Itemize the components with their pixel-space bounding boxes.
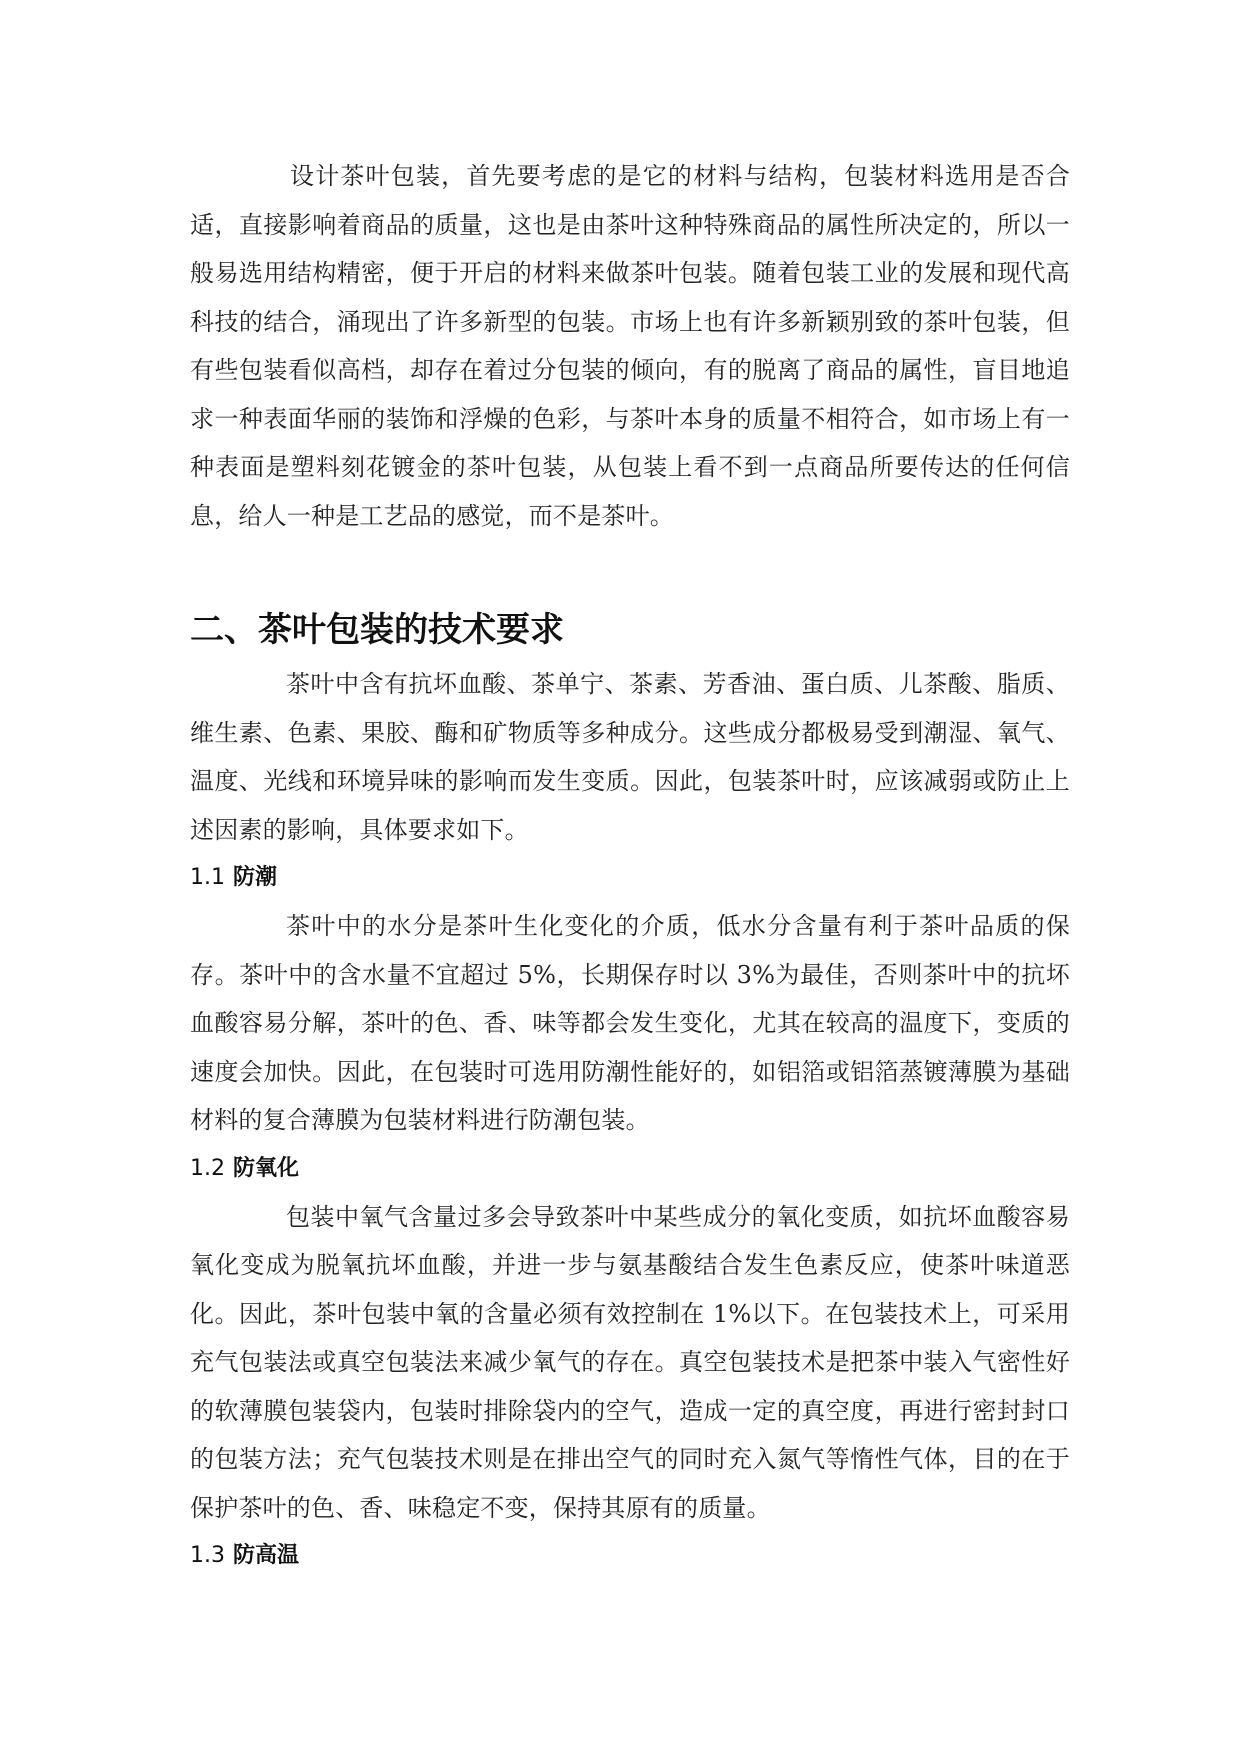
section-heading-technical-requirements: 二、茶叶包装的技术要求 bbox=[190, 610, 564, 650]
subsection-title: 防潮 bbox=[233, 865, 278, 890]
oxidation-paragraph: 包装中氧气含量过多会导致茶叶中某些成分的氧化变质，如抗坏血酸容易氧化变成为脱氧抗坏血酸，并进一步与氨基酸结合发生色素反应，使茶叶味道恶化。因此，茶叶包装中氧的含量必须有效控制在 1%以下。在包装技术上，可采用充气包装法或真空包装法来减少氧气的存在。真空包装技术是把茶中装入气密性好的软薄膜包装袋内，包装时排除袋内的空气，造成一定的真空度，再进行密封封口的包装方法；充气包装技术则是在排出空气的同时充入氮气等惰性气体，目的在于保护茶叶的色、香、味稳定不变，保持其原有的质量。 bbox=[190, 1202, 1070, 1522]
subsection-heading-oxidation bbox=[190, 1145, 1070, 1193]
intro-paragraph: 设计茶叶包装，首先要考虑的是它的材料与结构，包装材料选用是否合适，直接影响着商品的质量，这也是由茶叶这种特殊商品的属性所决定的，所以一般易选用结构精密，便于开启的材料来做茶叶包装。随着包装工业的发展和现代高科技的结合，涌现出了许多新型的包装。市场上也有许多新颖别致的茶叶包装，但有些包装看似高档，却存在着过分包装的倾向，有的脱离了商品的属性，盲目地追求一种表面华丽的装饰和浮燥的色彩，与茶叶本身的质量不相符合，如市场上有一种表面是塑料刻花镀金的茶叶包装，从包装上看不到一点商品所要传达的任何信息，给人一种是工艺品的感觉，而不是茶叶。 bbox=[190, 162, 1070, 530]
subsection-title: 防氧化 bbox=[233, 1155, 300, 1181]
subsection-heading-moisture bbox=[190, 854, 1070, 902]
page-content bbox=[190, 152, 1070, 1580]
subsection-number: 1.3 bbox=[190, 1543, 225, 1568]
section-intro-paragraph: 茶叶中含有抗坏血酸、茶单宁、茶素、芳香油、蛋白质、儿茶酸、脂质、维生素、色素、果胶、酶和矿物质等多种成分。这些成分都极易受到潮湿、氧气、温度、光线和环境异味的影响而发生变质。因此，包装茶叶时，应该减弱或防止上述因素的影响，具体要求如下。 bbox=[190, 670, 1070, 844]
subsection-heading-high-temperature bbox=[190, 1532, 1070, 1580]
subsection-number: 1.2 bbox=[190, 1155, 225, 1181]
subsection-title: 防高温 bbox=[233, 1543, 300, 1568]
moisture-paragraph: 茶叶中的水分是茶叶生化变化的介质，低水分含量有利于茶叶品质的保存。茶叶中的含水量不宜超过 5%，长期保存时以 3%为最佳，否则茶叶中的抗坏血酸容易分解，茶叶的色、香、味等都会发生变化，尤其在较高的温度下，变质的速度会加快。因此，在包装时可选用防潮性能好的，如铝箔或铝箔蒸镀薄膜为基础材料的复合薄膜为包装材料进行防潮包装。 bbox=[190, 912, 1070, 1134]
subsection-number: 1.1 bbox=[190, 865, 225, 890]
